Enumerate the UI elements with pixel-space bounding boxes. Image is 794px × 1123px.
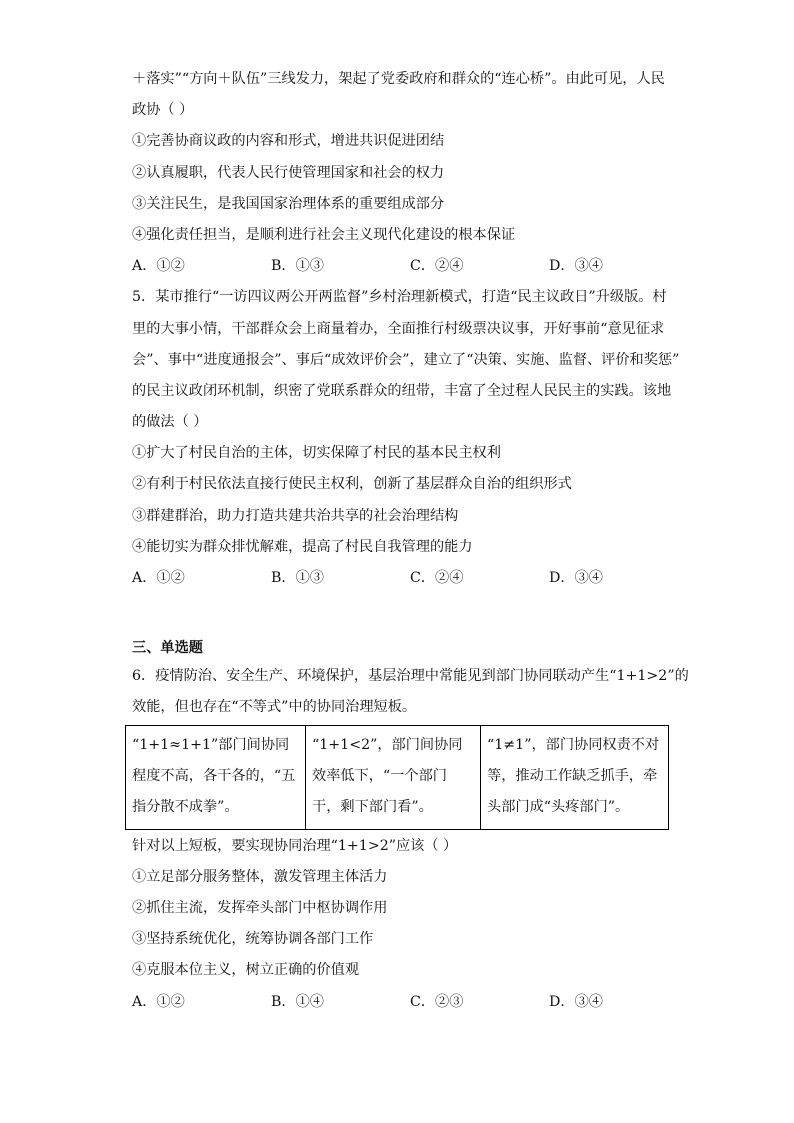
question-4-choice-d[interactable]: D．③④ (549, 258, 603, 275)
question-4-option-2: ②认真履职，代表人民行使管理国家和社会的权力 (132, 164, 445, 181)
question-5-choices (132, 563, 672, 594)
section-title: 三、单选题 (132, 640, 203, 657)
question-6 (132, 661, 689, 1018)
question-5-option-2: ②有利于村民依法直接行使民主权利，创新了基层群众自治的组织形式 (132, 476, 572, 493)
question-4-option-3: ③关注民生，是我国国家治理体系的重要组成部分 (132, 195, 445, 212)
question-4-choice-c[interactable]: C．②④ (410, 258, 464, 275)
exam-page (132, 64, 689, 1018)
question-4 (132, 64, 672, 282)
table-cell-2: “1+1<2”，部门间协同效率低下，“一个部门干，剩下部门看”。 (306, 725, 481, 829)
question-5-option-1: ①扩大了村民自治的主体，切实保障了村民的基本民主权利 (132, 445, 501, 462)
table-row (126, 725, 669, 829)
question-4-choice-b[interactable]: B．①③ (271, 258, 324, 275)
question-5-choice-a[interactable]: A．①② (132, 570, 185, 586)
question-6-choice-b[interactable]: B．①④ (271, 993, 324, 1010)
question-6-choice-d[interactable]: D．③④ (549, 993, 603, 1010)
question-5-choice-d[interactable]: D．③④ (549, 570, 603, 586)
question-5-option-4: ④能切实为群众排忧解难，提高了村民自我管理的能力 (132, 538, 473, 555)
question-6-option-1: ①立足部分服务整体，激发管理主体活力 (132, 868, 388, 885)
question-6-table (125, 725, 669, 830)
question-5-stem-line-2: 里的大事小情，干部群众会上商量着办，全面推行村级票决议事，开好事前“意见征求 (132, 320, 665, 337)
question-5-stem-line-3: 会”、事中“进度通报会”、事后“成效评价会”，建立了“决策、实施、监督、评价和奖惩” (132, 351, 680, 368)
question-4-option-1: ①完善协商议政的内容和形式，增进共识促进团结 (132, 133, 445, 150)
question-6-option-3: ③坚持系统优化，统筹协调各部门工作 (132, 931, 374, 948)
question-5 (132, 282, 680, 594)
question-5-choice-b[interactable]: B．①③ (271, 570, 324, 586)
table-cell-3: “1≠1”，部门协同权责不对等，推动工作缺乏抓手，牵头部门成“头疼部门”。 (481, 725, 669, 829)
question-6-stem-line-1: 6．疫情防治、安全生产、环境保护，基层治理中常能见到部门协同联动产生“1+1>2”的 (132, 668, 689, 685)
question-4-option-4: ④强化责任担当，是顺利进行社会主义现代化建设的根本保证 (132, 226, 516, 243)
question-4-stem-line-2: 政协（ ） (132, 102, 194, 119)
question-5-stem-line-4: 的民主议政闭环机制，织密了党联系群众的纽带，丰富了全过程人民民主的实践。该地 (132, 382, 672, 399)
question-4-stem-line-1: ＋落实”“方向＋队伍”三线发力，架起了党委政府和群众的“连心桥”。由此可见，人民 (132, 71, 665, 87)
question-5-choice-c[interactable]: C．②④ (410, 570, 464, 586)
question-6-option-4: ④克服本位主义，树立正确的价值观 (132, 962, 360, 979)
question-6-stem-line-2: 效能，但也存在“不等式”中的协同治理短板。 (132, 699, 417, 716)
question-6-choice-c[interactable]: C．②③ (410, 993, 464, 1010)
table-cell-1: “1+1≈1+1”部门间协同程度不高，各干各的，“五指分散不成拳”。 (126, 725, 306, 829)
section-spacer (132, 594, 672, 635)
question-4-choice-a[interactable]: A．①② (132, 258, 185, 275)
question-5-option-3: ③群建群治，助力打造共建共治共享的社会治理结构 (132, 507, 459, 524)
question-5-stem-line-5: 的做法（ ） (132, 414, 208, 431)
question-6-choice-a[interactable]: A．①② (132, 993, 185, 1010)
question-6-option-2: ②抓住主流，发挥牵头部门中枢协调作用 (132, 899, 388, 916)
question-6-choices (132, 987, 672, 1018)
question-6-ask: 针对以上短板，要实现协同治理“1+1>2”应该（ ） (132, 837, 458, 854)
question-4-choices (132, 251, 672, 282)
question-5-stem-line-1: 5．某市推行“一访四议两公开两监督”乡村治理新模式，打造“民主议政日”升级版。村 (132, 289, 667, 306)
